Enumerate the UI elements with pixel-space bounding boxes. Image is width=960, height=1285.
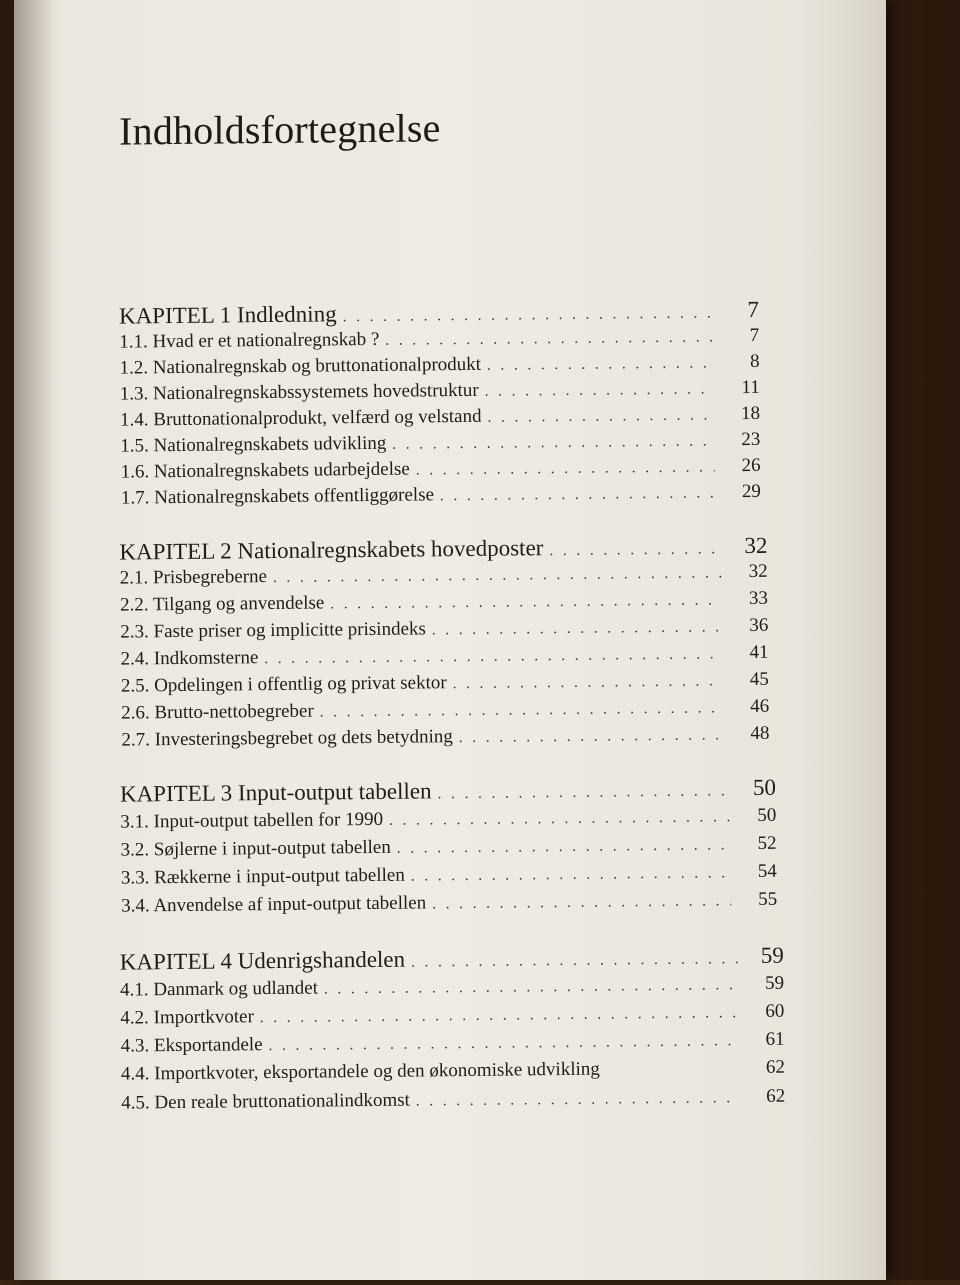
dot-leader	[487, 355, 714, 374]
chapter-heading	[119, 533, 767, 566]
dot-leader	[397, 837, 731, 857]
dot-leader	[432, 619, 723, 639]
page-number: 41	[749, 641, 769, 664]
page-title: Indholdsfortegnelse	[119, 105, 441, 154]
chapter-heading	[120, 775, 776, 808]
entry-title: 2.3. Faste priser og implicitte prisindeks	[120, 618, 426, 643]
toc-entry	[121, 861, 777, 890]
toc-entry	[120, 833, 776, 862]
dot-leader	[440, 485, 715, 505]
entry-title: 2.5. Opdelingen i offentlig og privat sektor	[120, 672, 447, 697]
page-number: 50	[752, 774, 777, 800]
toc-entry	[121, 1086, 785, 1115]
dot-leader	[343, 305, 714, 326]
page-number: 55	[758, 888, 778, 910]
page-number: 7	[747, 296, 760, 323]
entry-title: 4.3. Eksportandele	[120, 1034, 263, 1057]
page-number: 45	[749, 668, 769, 691]
dot-leader	[273, 565, 722, 587]
chapter-title: KAPITEL 4 Udenrigshandelen	[119, 946, 406, 975]
entry-title: 1.6. Nationalregnskabets udarbejdelse	[120, 458, 410, 483]
entry-title: 1.7. Nationalregnskabets offentliggørelse	[120, 484, 435, 509]
book-page	[14, 0, 886, 1280]
chapter-heading	[119, 297, 759, 330]
page-number: 59	[764, 972, 785, 994]
toc-entry	[121, 889, 777, 918]
entry-title: 2.7. Investeringsbegrebet og dets betydning	[121, 726, 453, 751]
page-number: 46	[750, 695, 770, 718]
page-number: 7	[749, 324, 760, 346]
entry-title: 4.4. Importkvoter, eksportandele og den økonomiske udvikling	[120, 1058, 600, 1085]
dot-leader	[264, 646, 722, 668]
entry-title: 3.4. Anvendelse af input-output tabellen	[121, 892, 427, 917]
dot-leader	[459, 727, 724, 747]
chapter-title: KAPITEL 1 Indledning	[118, 301, 337, 329]
chapter-heading	[120, 943, 784, 976]
toc-entry	[120, 588, 768, 617]
dot-leader	[549, 541, 721, 560]
page-number: 11	[741, 376, 760, 399]
entry-title: 2.1. Prisbegreberne	[119, 566, 268, 589]
page-number: 36	[749, 614, 769, 637]
entry-title: 1.5. Nationalregnskabets udvikling	[120, 432, 387, 457]
toc-entry	[120, 642, 768, 671]
page-number: 52	[757, 832, 777, 854]
dot-leader	[453, 673, 723, 693]
entry-title: 2.6. Brutto-nettobegreber	[121, 700, 314, 724]
page-number: 60	[765, 1000, 785, 1022]
page-number: 29	[741, 480, 761, 503]
page-number: 8	[749, 350, 760, 372]
toc-entry	[121, 1057, 785, 1086]
toc-entry	[120, 429, 760, 458]
entry-title: 1.4. Bruttonationalprodukt, velfærd og velstand	[119, 405, 482, 431]
dot-leader	[389, 809, 730, 830]
toc-entry	[120, 377, 760, 406]
dot-leader	[487, 407, 714, 426]
page-number: 18	[740, 402, 761, 425]
page-number: 32	[748, 560, 768, 583]
entry-title: 4.5. Den reale bruttonationalindkomst	[121, 1089, 410, 1114]
toc-entry	[120, 973, 784, 1002]
toc-entry	[120, 1001, 784, 1030]
chapter-title: KAPITEL 3 Input-output tabellen	[119, 778, 432, 807]
dot-leader	[411, 951, 738, 971]
toc-entry	[121, 723, 769, 752]
toc-entry	[120, 403, 760, 432]
dot-leader	[385, 329, 713, 349]
dot-leader	[392, 433, 714, 453]
toc-entry	[121, 455, 761, 484]
page-number: 62	[766, 1085, 786, 1107]
page-number: 54	[757, 860, 777, 882]
page-number: 50	[757, 804, 777, 826]
entry-title: 4.2. Importkvoter	[120, 1006, 254, 1029]
dot-leader	[330, 592, 722, 613]
dot-leader	[411, 865, 731, 885]
chapter-title: KAPITEL 2 Nationalregnskabets hovedposter	[119, 535, 544, 565]
toc-entry	[121, 669, 769, 698]
toc-entry	[120, 615, 768, 644]
dot-leader	[432, 893, 731, 913]
page-number: 61	[765, 1028, 785, 1050]
dot-leader	[416, 459, 715, 479]
toc-entry	[120, 805, 776, 834]
toc-entry	[119, 325, 759, 354]
dot-leader	[416, 1090, 740, 1110]
entry-title: 3.1. Input-output tabellen for 1990	[120, 808, 384, 833]
dot-leader	[485, 381, 714, 400]
page-number: 62	[765, 1056, 786, 1078]
entry-title: 4.1. Danmark og udlandet	[119, 977, 319, 1001]
table-of-contents	[8, 0, 893, 1285]
page-number: 23	[741, 428, 761, 451]
entry-title: 3.3. Rækkerne i input-output tabellen	[120, 864, 405, 889]
dot-leader	[260, 1005, 739, 1027]
toc-entry	[121, 1029, 785, 1058]
entry-title: 2.2. Tilgang og anvendelse	[119, 592, 325, 616]
dot-leader	[437, 783, 730, 803]
entry-title: 2.4. Indkomsterne	[120, 647, 259, 670]
page-number: 32	[744, 532, 768, 559]
page-number: 59	[760, 942, 784, 968]
dot-leader	[324, 977, 738, 998]
entry-title: 3.2. Søjlerne i input-output tabellen	[120, 836, 391, 861]
toc-entry	[121, 696, 769, 725]
entry-title: 1.3. Nationalregnskabssystemets hovedstruktur	[119, 379, 479, 405]
dot-leader	[269, 1033, 739, 1055]
toc-entry	[121, 481, 761, 510]
dot-leader	[320, 700, 724, 721]
page-number: 33	[748, 587, 769, 610]
toc-entry	[120, 561, 768, 590]
page-number: 26	[741, 454, 761, 477]
toc-entry	[119, 351, 759, 380]
entry-title: 1.1. Hvad er et nationalregnskab ?	[119, 328, 380, 353]
entry-title: 1.2. Nationalregnskab og bruttonationalprodukt	[119, 353, 482, 379]
page-number: 48	[750, 722, 770, 745]
